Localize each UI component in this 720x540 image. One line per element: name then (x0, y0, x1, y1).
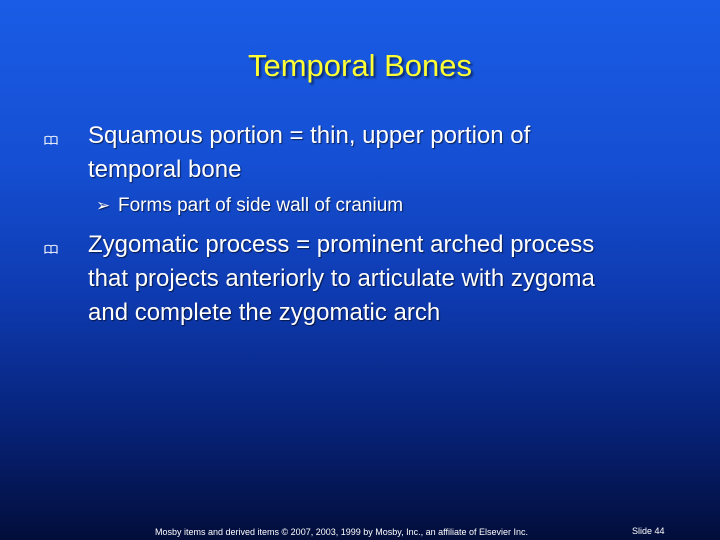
bullet-item (44, 119, 624, 187)
slide-title: Temporal Bones (247, 48, 472, 83)
sub-bullet-text: Forms part of side wall of cranium (118, 195, 404, 216)
slide-number: Slide 44 (632, 526, 665, 536)
bullet-item (44, 228, 644, 330)
bullet-text: Zygomatic process = prominent arched process that projects anteriorly to articulate with zygoma and complete the zygomatic arch (88, 231, 595, 326)
book-icon (44, 244, 58, 254)
book-icon (44, 135, 58, 145)
sub-bullet-item (96, 195, 596, 217)
bullet-text: Squamous portion = thin, upper portion of temporal bone (88, 122, 531, 183)
copyright-footer: Mosby items and derived items © 2007, 2003, 1999 by Mosby, Inc., an affiliate of Elsevier Inc. (155, 527, 528, 537)
arrowhead-icon: ➢ (96, 196, 111, 215)
